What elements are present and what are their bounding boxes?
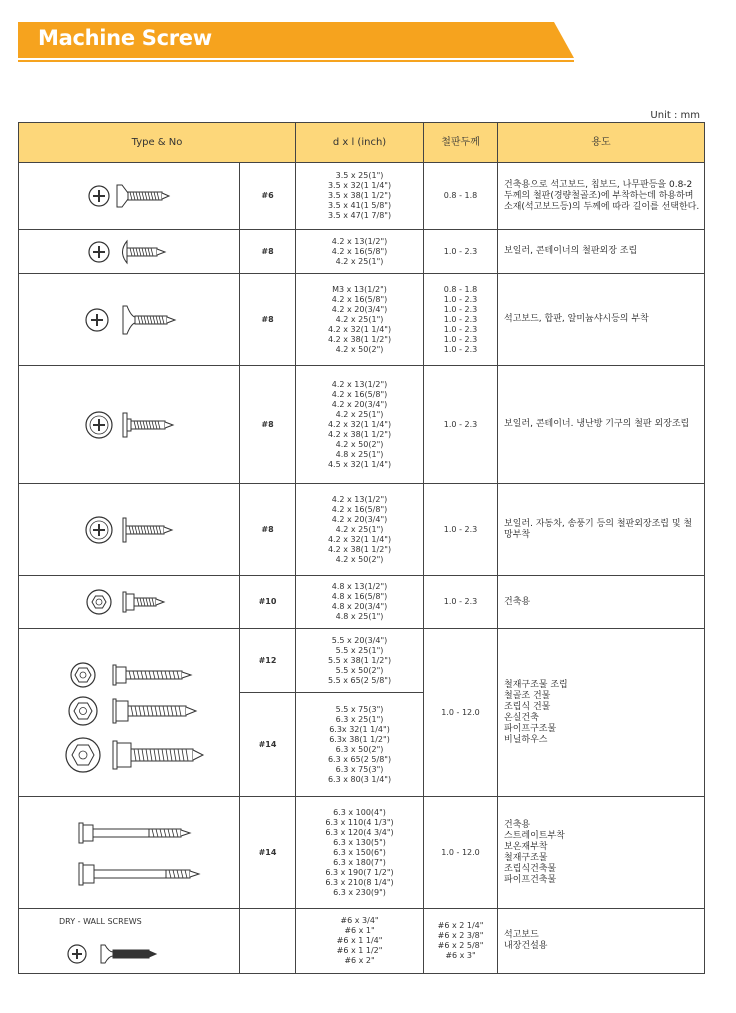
use-line: 철재구조물 (504, 852, 548, 863)
table-row (19, 797, 705, 909)
dim-value: #6 x 1 1/2" (336, 946, 383, 955)
use-line: 파이프건축물 (504, 874, 557, 885)
dims-cell (296, 576, 424, 629)
dim-value: 4.2 x 50(2") (335, 439, 384, 449)
use-line: 비닐하우스 (504, 734, 548, 745)
use-line: 건축용 (504, 819, 531, 830)
use-line: 조립식 건물 (504, 701, 551, 712)
dim-value: 4.8 x 13(1/2") (331, 582, 388, 591)
size-value: #6 x 2 5/8" (437, 941, 484, 950)
spec-table (18, 122, 705, 974)
thickness-cell: 1.0 - 12.0 (424, 797, 498, 909)
thickness-value: 1.0 - 2.3 (443, 324, 478, 334)
header-dims: d x l (inch) (296, 123, 424, 163)
dim-value: 6.3 x 50(2") (335, 744, 384, 754)
dim-value: M3 x 13(1/2") (332, 284, 387, 294)
screw-number: #12 (240, 629, 296, 693)
thickness-cell (424, 274, 498, 366)
screw-image-cell (19, 163, 240, 230)
dims-cell (296, 693, 424, 797)
hex-washer-screw-icon (19, 580, 239, 624)
header-thickness: 철판두께 (424, 123, 498, 163)
header-use: 용도 (498, 123, 705, 163)
screw-image-cell (19, 909, 240, 974)
thickness-cell: 1.0 - 2.3 (424, 366, 498, 484)
dim-value: 4.2 x 32(1 1/4") (327, 324, 392, 334)
use-cell: 건축용으로 석고보드, 칩보드, 나무판등을 0.8-2 두께의 철판(경량철골조)에 부착하는데 하용하며 소재(석고보드등)의 두께에 따라 길이를 선택한다. (498, 163, 705, 230)
dim-value: 6.3 x 110(4 1/3") (325, 817, 394, 827)
use-line: 철골조 건물 (504, 690, 551, 701)
size-value: #6 x 2 1/4" (437, 921, 484, 930)
unit-label: Unit : mm (650, 110, 700, 121)
dim-value: 6.3 x 210(8 1/4") (325, 877, 394, 887)
dim-value: 6.3 x 100(4") (333, 807, 386, 817)
thickness-value: 1.0 - 2.3 (443, 344, 478, 354)
dim-value: 5.5 x 25(1") (335, 645, 384, 655)
table-row (19, 274, 705, 366)
dim-value: 4.2 x 16(5/8") (331, 294, 388, 304)
dim-value: 4.2 x 38(1 1/2") (327, 429, 392, 439)
screw-number: #8 (240, 484, 296, 576)
table-row (19, 909, 705, 974)
dims-cell (296, 230, 424, 274)
dim-value: 4.2 x 13(1/2") (331, 236, 388, 246)
dim-value: 4.2 x 20(3/4") (331, 304, 388, 314)
dim-value: 4.2 x 25(1") (335, 524, 384, 534)
dim-value: 6.3 x 180(7") (333, 857, 386, 867)
screw-image-cell (19, 484, 240, 576)
dim-value: 3.5 x 47(1 7/8") (327, 211, 392, 220)
thickness-cell (424, 909, 498, 974)
size-value: #6 x 3" (445, 951, 476, 960)
dim-value: 6.3 x 230(9") (333, 887, 386, 897)
dim-value: #6 x 1" (344, 926, 375, 935)
table-row (19, 230, 705, 274)
use-line: 온실건축 (504, 712, 539, 723)
drywall-image-wrap (19, 909, 239, 973)
table-row (19, 484, 705, 576)
dim-value: 4.8 x 20(3/4") (331, 602, 388, 611)
screw-number: #14 (240, 693, 296, 797)
thickness-value: 1.0 - 2.3 (443, 304, 478, 314)
thickness-cell: 1.0 - 2.3 (424, 484, 498, 576)
dim-value: 4.2 x 38(1 1/2") (327, 334, 392, 344)
dim-value: 4.2 x 20(3/4") (331, 399, 388, 409)
use-cell: 건축용 (498, 576, 705, 629)
screw-image-cell (19, 797, 240, 909)
dim-value: 4.2 x 25(1") (335, 314, 384, 324)
dim-value: 4.2 x 16(5/8") (331, 246, 388, 256)
dim-value: 4.2 x 50(2") (335, 554, 384, 564)
dim-value: 6.3 x 150(6") (333, 847, 386, 857)
dim-value: 4.8 x 25(1") (335, 612, 384, 621)
table-row (19, 629, 705, 693)
dim-value: 4.2 x 25(1") (335, 409, 384, 419)
use-line: 철재구조물 조립 (504, 679, 568, 690)
dims-cell (296, 484, 424, 576)
dim-value: 5.5 x 50(2") (335, 665, 384, 675)
dim-value: #6 x 1 1/4" (336, 936, 383, 945)
use-cell (498, 909, 705, 974)
screw-number: #10 (240, 576, 296, 629)
thickness-value: 0.8 - 1.8 (443, 284, 478, 294)
dim-value: 4.2 x 32(1 1/4") (327, 419, 392, 429)
table-row (19, 366, 705, 484)
dim-value: 4.2 x 16(5/8") (331, 504, 388, 514)
dim-value: 6.3x 38(1 1/2") (329, 734, 390, 744)
use-line: 내장건설용 (504, 941, 548, 951)
screw-image-cell (19, 576, 240, 629)
screw-image-cell (19, 274, 240, 366)
use-line: 스트레이트부착 (504, 830, 565, 841)
dim-value: 6.3 x 120(4 3/4") (325, 827, 394, 837)
dim-value: 4.2 x 25(1") (335, 256, 384, 266)
dim-value: 4.5 x 32(1 1/4") (327, 459, 392, 469)
use-cell (498, 797, 705, 909)
title-underline (18, 60, 574, 62)
thickness-value: 1.0 - 2.3 (443, 314, 478, 324)
wafer-head-screw-icon (19, 395, 239, 455)
use-line: 파이프구조물 (504, 723, 557, 734)
dims-cell (296, 797, 424, 909)
dims-cell (296, 366, 424, 484)
dim-value: 5.5 x 20(3/4") (331, 635, 388, 645)
dim-value: 4.2 x 16(5/8") (331, 389, 388, 399)
drywall-label: DRY - WALL SCREWS (59, 917, 142, 926)
thickness-cell: 1.0 - 2.3 (424, 230, 498, 274)
dim-value: 4.2 x 13(1/2") (331, 494, 388, 504)
long-hex-screws-icon (19, 803, 239, 903)
screw-number: #8 (240, 274, 296, 366)
use-cell: 보일러. 자동차, 송풍기 등의 철판외장조립 및 철망부착 (498, 484, 705, 576)
screw-number: #6 (240, 163, 296, 230)
size-value: #6 x 2 3/8" (437, 931, 484, 940)
use-line: 조립식건축물 (504, 863, 557, 874)
use-cell (498, 629, 705, 797)
hex-head-screws-icon (19, 633, 239, 793)
dim-value: 4.2 x 13(1/2") (331, 379, 388, 389)
dim-value: #6 x 2" (344, 956, 375, 965)
dim-value: 5.5 x 65(2 5/8") (327, 675, 392, 685)
dims-cell (296, 274, 424, 366)
truss-head-screw-icon (19, 500, 239, 560)
thickness-value: 1.0 - 2.3 (443, 334, 478, 344)
dim-value: 4.2 x 32(1 1/4") (327, 534, 392, 544)
dim-value: 5.5 x 38(1 1/2") (327, 655, 392, 665)
dim-value: 3.5 x 25(1") (335, 171, 384, 180)
dim-value: 3.5 x 41(1 5/8") (327, 201, 392, 210)
use-cell: 석고보드, 합판, 알미늄샤시등의 부착 (498, 274, 705, 366)
screw-number: #8 (240, 230, 296, 274)
thickness-cell: 1.0 - 2.3 (424, 576, 498, 629)
dim-value: #6 x 3/4" (340, 916, 379, 925)
dim-value: 6.3 x 65(2 5/8") (327, 754, 392, 764)
dim-value: 6.3 x 25(1") (335, 714, 384, 724)
table-header-row (19, 123, 705, 163)
use-cell: 보일러, 콘테이너. 냉난방 기구의 철판 외장조립 (498, 366, 705, 484)
bugle-head-screw-icon (19, 290, 239, 350)
dim-value: 3.5 x 38(1 1/2") (327, 191, 392, 200)
dims-cell (296, 909, 424, 974)
dim-value: 4.2 x 20(3/4") (331, 514, 388, 524)
thickness-cell: 0.8 - 1.8 (424, 163, 498, 230)
screw-number: #14 (240, 797, 296, 909)
dim-value: 4.8 x 25(1") (335, 449, 384, 459)
screw-image-cell (19, 629, 240, 797)
flat-head-screw-icon (19, 166, 239, 226)
table-row (19, 163, 705, 230)
screw-image-cell (19, 230, 240, 274)
screw-number (240, 909, 296, 974)
dim-value: 4.2 x 38(1 1/2") (327, 544, 392, 554)
dim-value: 4.2 x 50(2") (335, 344, 384, 354)
thickness-cell: 1.0 - 12.0 (424, 629, 498, 797)
dims-cell (296, 629, 424, 693)
thickness-value: 1.0 - 2.3 (443, 294, 478, 304)
dim-value: 6.3 x 80(3 1/4") (327, 774, 392, 784)
page-header (18, 22, 574, 62)
dims-cell (296, 163, 424, 230)
use-cell: 보일러, 콘테이너의 철판외장 조립 (498, 230, 705, 274)
dim-value: 5.5 x 75(3") (335, 704, 384, 714)
dim-value: 3.5 x 32(1 1/4") (327, 181, 392, 190)
screw-image-cell (19, 366, 240, 484)
dim-value: 6.3 x 190(7 1/2") (325, 867, 394, 877)
header-type-no: Type & No (19, 123, 296, 163)
dim-value: 6.3 x 75(3") (335, 764, 384, 774)
pan-head-screw-icon (19, 232, 239, 272)
page-title: Machine Screw (38, 26, 212, 50)
use-line: 석고보드 (504, 930, 539, 940)
dim-value: 6.3x 32(1 1/4") (329, 724, 390, 734)
use-line: 보온재부착 (504, 841, 548, 852)
screw-number: #8 (240, 366, 296, 484)
table-row (19, 576, 705, 629)
dim-value: 4.8 x 16(5/8") (331, 592, 388, 601)
dim-value: 6.3 x 130(5") (333, 837, 386, 847)
